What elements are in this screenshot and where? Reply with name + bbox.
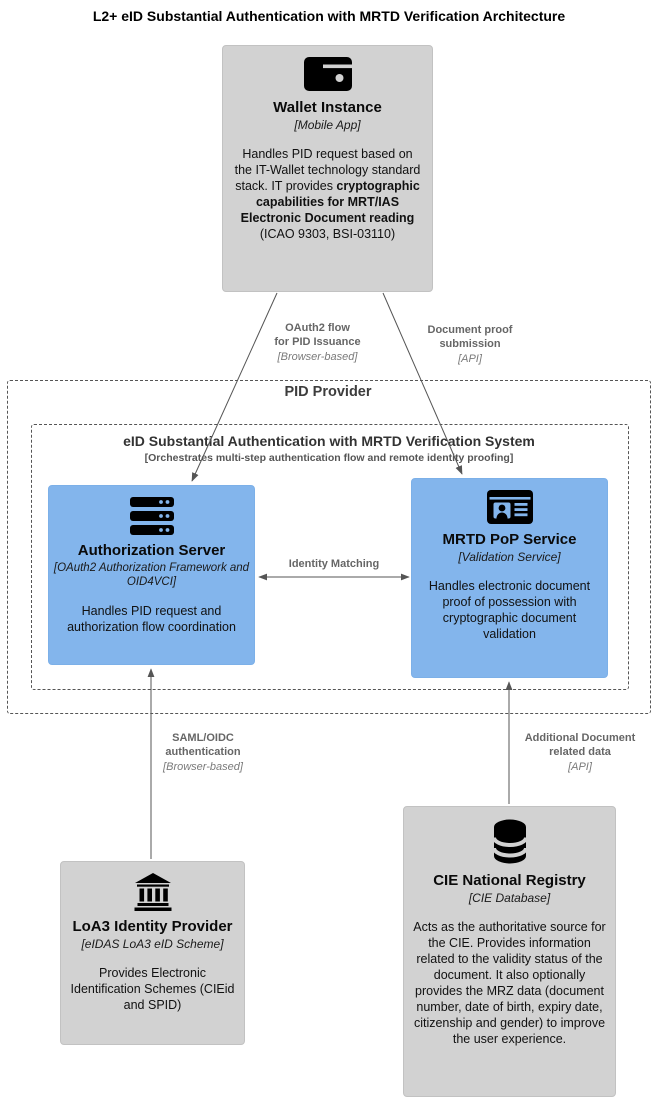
edge-label-line: Document proof [427, 324, 513, 336]
edge-label-sub: [API] [458, 352, 482, 365]
node-body: Handles PID request and authorization flow coordination [67, 603, 236, 634]
pid-provider-label: PID Provider [284, 384, 372, 400]
node-body: Handles electronic document proof of possession with cryptographic document validation [428, 579, 591, 641]
cie-national-registry-node [403, 806, 616, 1097]
page-title: L2+ eID Substantial Authentication with MRTD Verification Architecture [92, 8, 566, 24]
eid-system-title: eID Substantial Authentication with MRTD Verification System [123, 433, 535, 449]
node-subtitle: [OAuth2 Authorization Framework and OID4VCI] [53, 562, 250, 589]
arrow-wallet-to-mrtd [383, 293, 462, 474]
node-body: Acts as the authoritative source for the CIE. Provides information related to the validity status of the document. It also optionally provides the MRZ data (document number, date of birth, expiry date, citizenship and gender) to improve the user experience. [413, 920, 606, 1046]
edge-label-additional-document [505, 731, 655, 774]
loa3-identity-provider-node [60, 861, 245, 1045]
edge-label-line: Additional Document [524, 732, 636, 744]
edge-label-identity-matching [263, 557, 405, 571]
wallet-body-post: (ICAO 9303, BSI-03110) [259, 227, 396, 241]
edge-label-line: related data [549, 746, 611, 759]
bank-icon [61, 873, 244, 911]
server-icon [49, 497, 254, 535]
wallet-body-pre: Handles PID request based on the IT-Wallet technology standard stack. IT provides [234, 147, 421, 193]
node-body [223, 146, 432, 242]
authorization-server-node [48, 485, 255, 665]
edge-label-line: for PID Issuance [274, 336, 361, 349]
edge-label-sub: [Browser-based] [163, 760, 243, 773]
mrtd-pop-service-node [411, 478, 608, 678]
node-subtitle: [eIDAS LoA3 eID Scheme] [81, 937, 224, 951]
node-title: Wallet Instance [273, 99, 382, 116]
node-title: Authorization Server [77, 542, 226, 559]
edge-label-document-proof [400, 323, 540, 366]
eid-system-subtitle: [Orchestrates multi-step authentication flow and remote identity proofing] [144, 451, 514, 464]
edge-label-line: Identity Matching [288, 558, 380, 570]
wallet-instance-node [222, 45, 433, 292]
node-subtitle: [CIE Database] [468, 891, 551, 905]
edge-label-line: submission [439, 338, 501, 351]
edge-label-oauth2-flow [245, 321, 390, 364]
edge-label-saml-oidc [148, 731, 258, 774]
wallet-body-bold: cryptographic capabilities for MRT/IAS Electronic Document reading [240, 179, 420, 225]
database-icon [404, 818, 615, 865]
node-title: MRTD PoP Service [442, 531, 577, 548]
edge-label-line: SAML/OIDC [172, 732, 234, 744]
node-title: CIE National Registry [433, 872, 586, 889]
wallet-icon [223, 57, 432, 92]
node-body: Provides Electronic Identification Schemes (CIEid and SPID) [70, 966, 235, 1012]
edge-label-line: authentication [165, 746, 241, 759]
node-subtitle: [Mobile App] [294, 118, 361, 132]
edge-label-line: OAuth2 flow [285, 322, 350, 334]
node-title: LoA3 Identity Provider [72, 918, 233, 935]
edge-label-sub: [Browser-based] [277, 350, 358, 363]
edge-label-sub: [API] [568, 760, 592, 773]
id-card-icon [412, 490, 607, 524]
node-subtitle: [Validation Service] [458, 550, 561, 564]
